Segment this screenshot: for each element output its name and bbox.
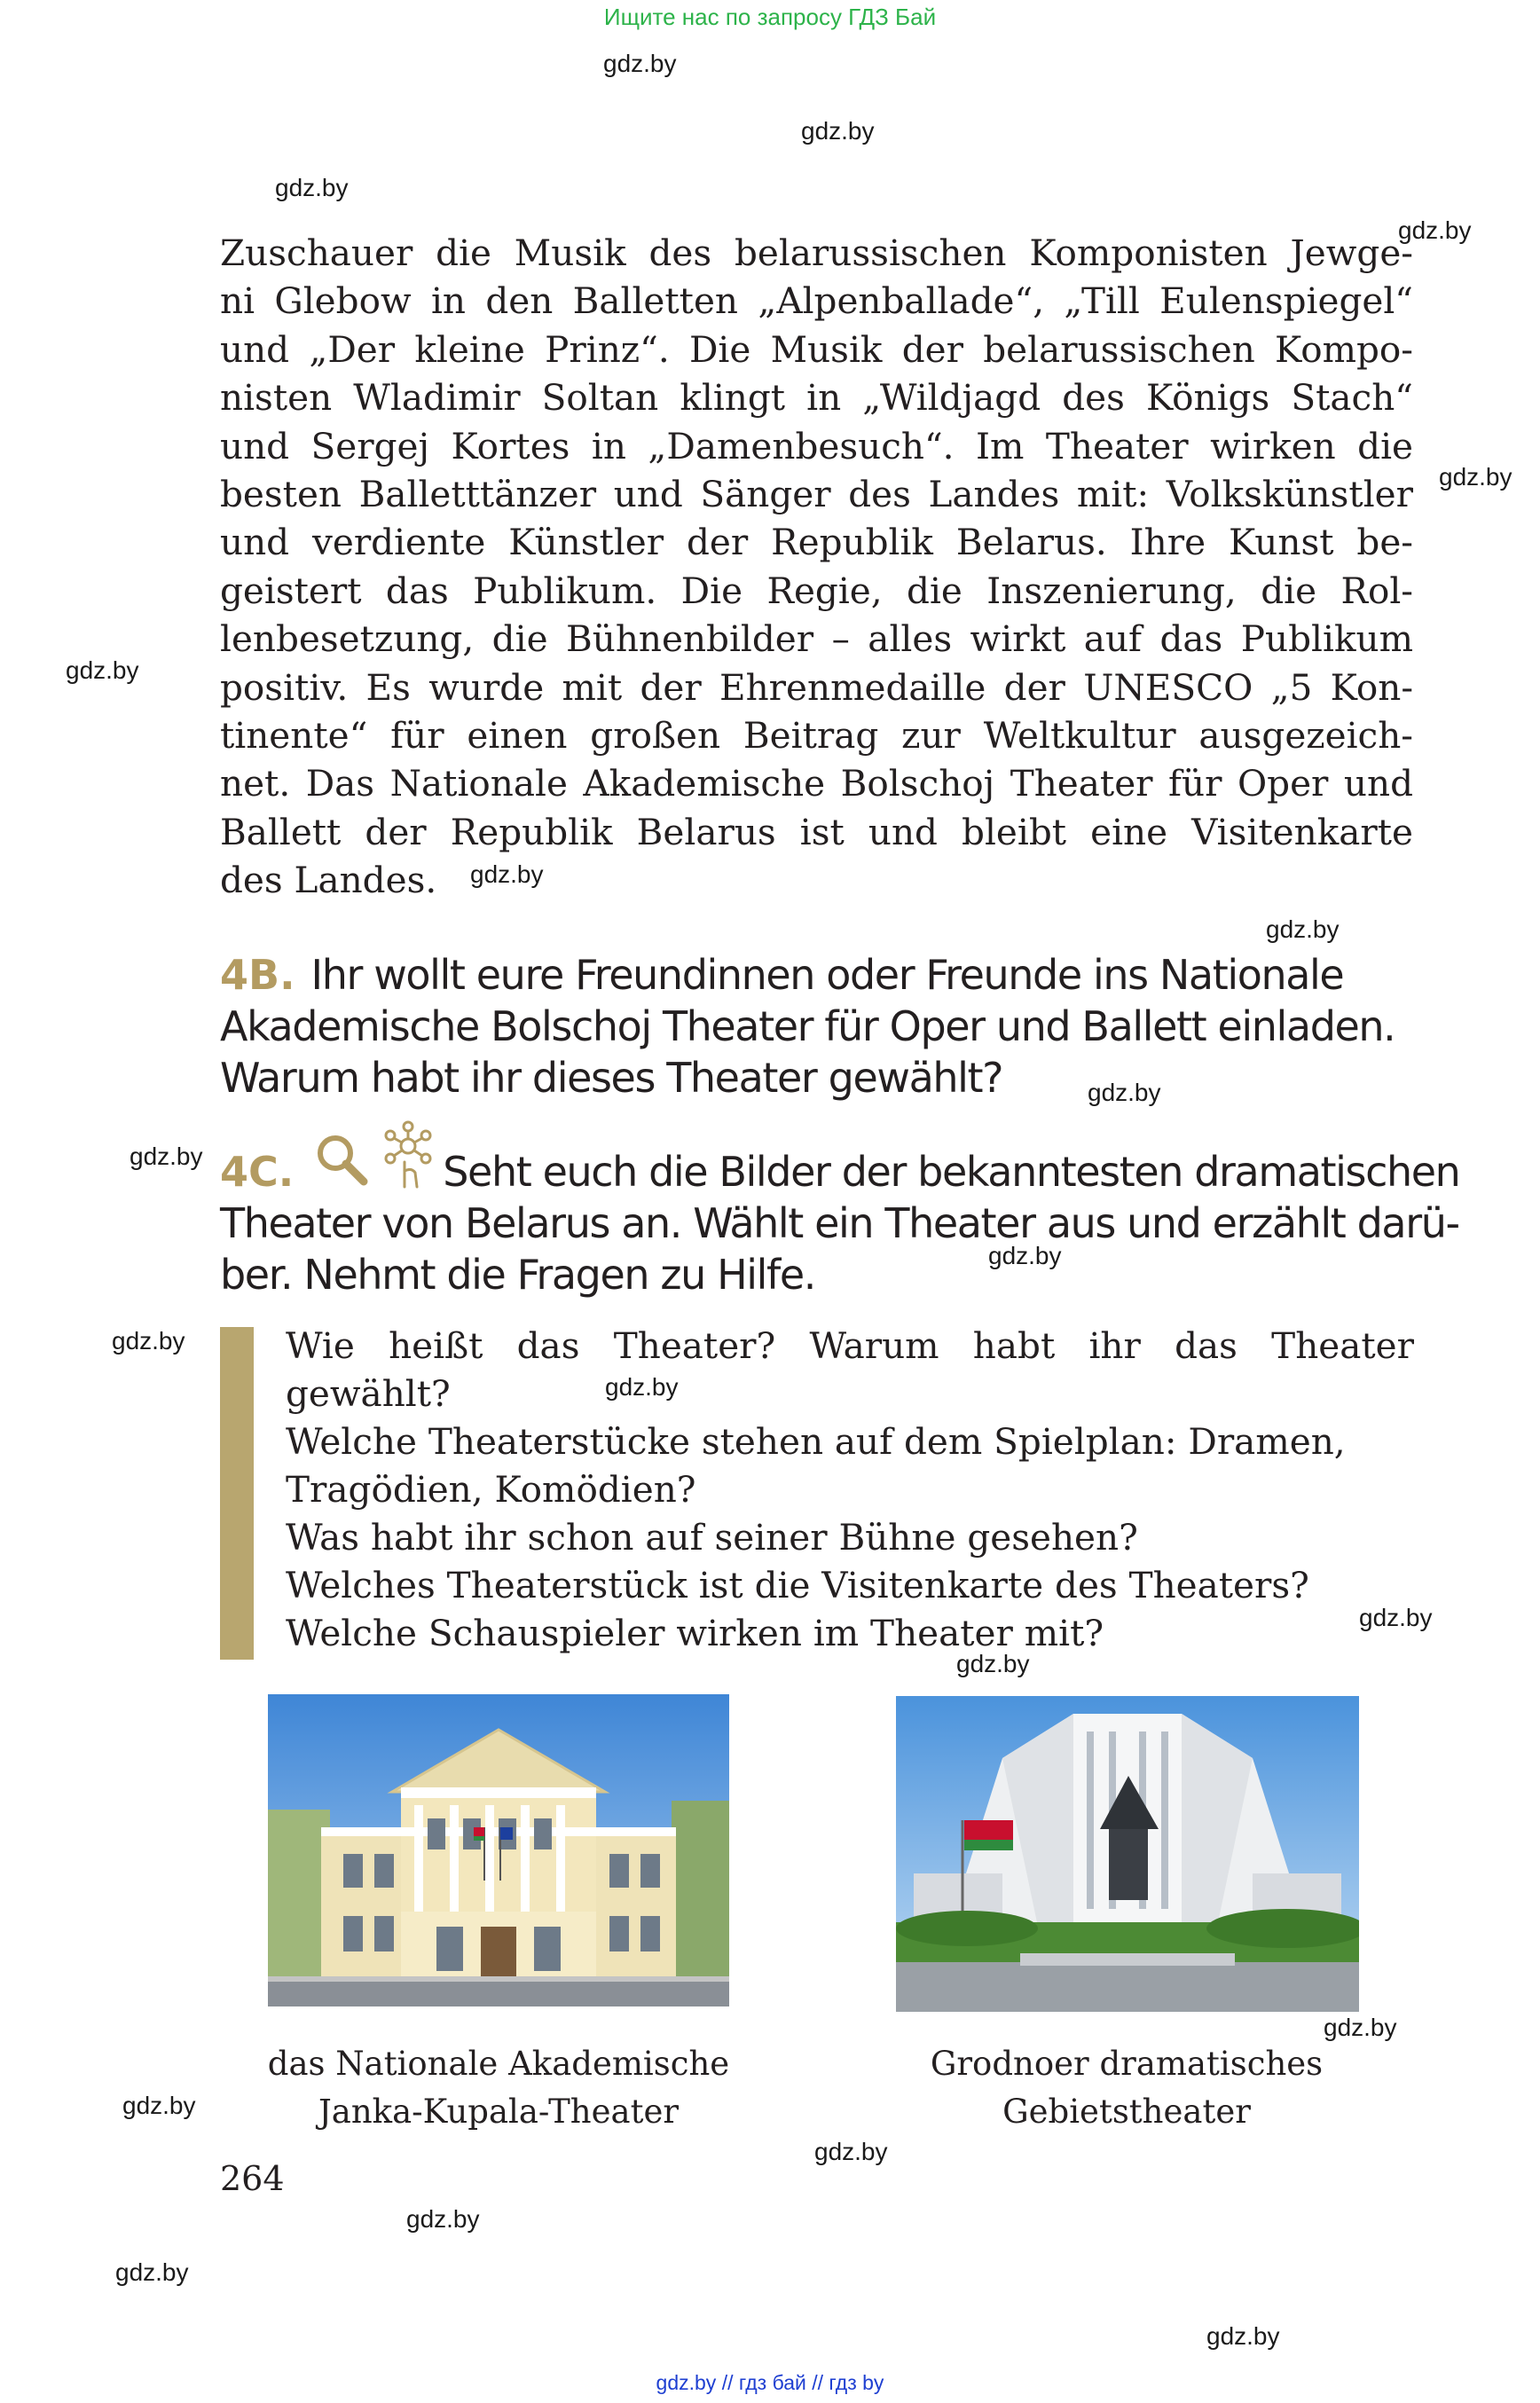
watermark: gdz.by (1359, 1604, 1433, 1631)
watermark: gdz.by (1398, 216, 1472, 244)
body-line: und Sergej Kortes in „Damenbesuch“. Im Theater wirken die (220, 424, 1413, 467)
task-4b-line: Warum habt ihr dieses Theater gewählt? (220, 1054, 1003, 1102)
body-line: und verdiente Künstler der Republik Belarus. Ihre Kunst be- (220, 521, 1413, 564)
watermark: gdz.by (66, 656, 139, 684)
question-line: Was habt ihr schon auf seiner Bühne gesehen? (286, 1516, 1138, 1559)
watermark: gdz.by (112, 1327, 185, 1355)
caption-line: Janka-Kupala-Theater (318, 2093, 680, 2131)
watermark: gdz.by (1439, 463, 1512, 491)
watermark: gdz.by (1088, 1079, 1161, 1106)
watermark: gdz.by (801, 117, 875, 145)
watermark: gdz.by (988, 1242, 1062, 1269)
task-4c-line: 4C. Seht euch die Bilder der bekanntesten dramatischen (220, 1148, 1460, 1196)
watermark: gdz.by (406, 2205, 480, 2233)
body-line: geistert das Publikum. Die Regie, die Inszenierung, die Rol- (220, 569, 1413, 612)
body-line: und „Der kleine Prinz“. Die Musik der belarussischen Kompo- (220, 327, 1413, 371)
body-line: lenbesetzung, die Bühnenbilder – alles wirkt auf das Publikum (220, 617, 1413, 661)
watermark: gdz.by (130, 1143, 203, 1170)
question-line: Wie heißt das Theater? Warum habt ihr das Theater (286, 1324, 1414, 1367)
body-line: nisten Wladimir Soltan klingt in „Wildjagd des Königs Stach“ (220, 376, 1413, 420)
watermark: gdz.by (275, 174, 349, 201)
task-4b-line: Akademische Bolschoj Theater für Oper und Ballett einladen. (220, 1002, 1395, 1050)
top-banner[interactable]: Ищите нас по запросу ГДЗ Бай (603, 4, 937, 30)
caption-grodno (860, 2040, 1393, 2136)
body-line: des Landes. (220, 859, 437, 902)
watermark: gdz.by (956, 1650, 1030, 1677)
task-4b (220, 949, 1413, 1103)
body-line: Ballett der Republik Belarus ist und bleibt eine Visitenkarte (220, 810, 1413, 853)
questions-bar (220, 1327, 254, 1660)
task-4b-line: 4B. Ihr wollt eure Freundinnen oder Freunde ins Nationale (220, 951, 1344, 999)
watermark: gdz.by (122, 2092, 196, 2119)
photo-grodno-theater (896, 1696, 1359, 2012)
body-line: Zuschauer die Musik des belarussischen Komponisten Jewge- (220, 232, 1413, 274)
question-line: Welches Theaterstück ist die Visitenkarte des Theaters? (286, 1564, 1309, 1606)
body-line: besten Balletttänzer und Sänger des Landes mit: Volkskünstler (220, 473, 1413, 516)
watermark: gdz.by (115, 2258, 189, 2286)
page-number: 264 (220, 2159, 285, 2198)
watermark: gdz.by (1324, 2014, 1397, 2041)
body-paragraph (220, 229, 1413, 905)
footer-links[interactable]: gdz.by // гдз бай // гдз by (656, 2371, 884, 2394)
body-line: tinente“ für einen großen Beitrag zur Weltkultur ausgezeich- (220, 714, 1413, 758)
caption-line: das Nationale Akademische (267, 2045, 730, 2083)
photo-kupala-theater (268, 1694, 729, 2006)
questions-list (286, 1322, 1414, 1657)
task-number: 4B. (220, 951, 295, 999)
body-line: ni Glebow in den Balletten „Alpenballade“, „Till Eulenspiegel“ (220, 279, 1413, 323)
task-number: 4C. (220, 1148, 295, 1196)
watermark: gdz.by (1266, 915, 1340, 943)
magnifier-icon (309, 1116, 442, 1196)
watermark: gdz.by (1206, 2322, 1280, 2350)
watermark: gdz.by (605, 1373, 679, 1401)
touch-icon (386, 1122, 430, 1187)
question-line: Welche Theaterstücke stehen auf dem Spielplan: Dramen, (286, 1420, 1346, 1463)
task-4c-line: Theater von Belarus an. Wählt ein Theater aus und erzählt darü- (220, 1199, 1459, 1247)
caption-line: Grodnoer dramatisches (930, 2045, 1324, 2083)
question-line: Welche Schauspieler wirken im Theater mit? (286, 1612, 1104, 1654)
task-icons (309, 1116, 442, 1196)
question-line: Tragödien, Komödien? (286, 1468, 696, 1511)
watermark: gdz.by (603, 50, 677, 77)
task-4c-line: ber. Nehmt die Fragen zu Hilfe. (220, 1251, 815, 1299)
caption-kupala (232, 2040, 765, 2136)
watermark: gdz.by (814, 2138, 888, 2165)
question-line: gewählt? (286, 1372, 451, 1415)
caption-line: Gebietstheater (1002, 2093, 1251, 2131)
body-line: positiv. Es wurde mit der Ehrenmedaille der UNESCO „5 Kon- (220, 665, 1413, 709)
body-line: net. Das Nationale Akademische Bolschoj Theater für Oper und (220, 762, 1413, 805)
watermark: gdz.by (470, 860, 544, 888)
